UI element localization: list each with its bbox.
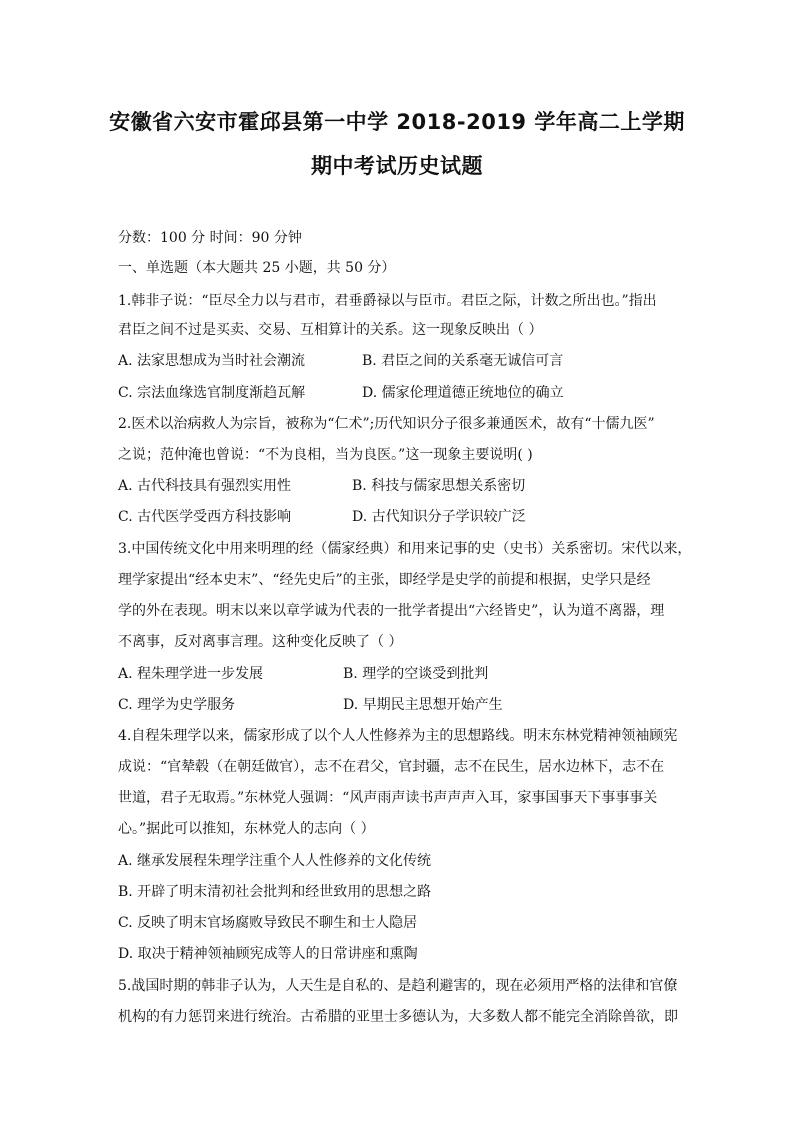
question-text-line: 之说；范仲淹也曾说：“不为良相，当为良医。”这一现象主要说明( ) <box>118 447 533 463</box>
question-text-line: 世道，君子无取焉。”东林党人强调：“风声雨声读书声声声入耳，家事国事天下事事事关 <box>118 790 658 806</box>
question-text-line: 3.中国传统文化中用来明理的经（儒家经典）和用来记事的史（史书）关系密切。宋代以来， <box>118 541 692 557</box>
question-text-line: 2.医术以治病救人为宗旨，被称为“仁术”;历代知识分子很多兼通医术，故有“十儒九医” <box>118 416 655 432</box>
option-b: B. 科技与儒家思想关系密切 <box>352 478 526 494</box>
option-d: D. 取决于精神领袖顾宪成等人的日常讲座和熏陶 <box>118 946 418 962</box>
exam-title-line-1: 安徽省六安市霍邱县第一中学 2018-2019 学年高二上学期 <box>109 110 685 134</box>
option-d: D. 早期民主思想开始产生 <box>343 697 503 713</box>
question-text-line: 5.战国时期的韩非子认为，人天生是自私的、是趋利避害的，现在必须用严格的法律和官僚 <box>118 978 678 994</box>
section-heading: 一、单选题（本大题共 25 小题，共 50 分） <box>118 260 396 276</box>
option-a: A. 古代科技具有强烈实用性 <box>118 478 292 494</box>
score-time-info: 分数：100 分 时间：90 分钟 <box>118 230 302 246</box>
option-c: C. 反映了明末官场腐败导致民不聊生和士人隐居 <box>118 915 418 931</box>
option-a: A. 法家思想成为当时社会潮流 <box>118 353 306 369</box>
question-text-line: 君臣之间不过是买卖、交易、互相算计的关系。这一现象反映出（ ） <box>118 322 543 338</box>
option-c: C. 宗法血缘选官制度渐趋瓦解 <box>118 385 306 401</box>
question-text-line: 不离事，反对离事言理。这种变化反映了（ ） <box>118 634 403 650</box>
option-a: A. 继承发展程朱理学注重个人人性修养的文化传统 <box>118 853 432 869</box>
exam-title-line-2: 期中考试历史试题 <box>311 154 483 178</box>
option-a: A. 程朱理学进一步发展 <box>118 666 264 682</box>
question-text-line: 机构的有力惩罚来进行统治。古希腊的亚里士多德认为，大多数人都不能完全消除兽欲，即 <box>118 1009 678 1025</box>
option-d: D. 古代知识分子学识较广泛 <box>352 509 526 525</box>
question-text-line: 4.自程朱理学以来，儒家形成了以个人人性修养为主的思想路线。明末东林党精神领袖顾宪 <box>118 728 678 744</box>
question-text-line: 成说：“官辇毂（在朝廷做官），志不在君父，官封疆，志不在民生，居水边林下，志不在 <box>118 759 665 775</box>
option-b: B. 开辟了明末清初社会批判和经世致用的思想之路 <box>118 884 432 900</box>
question-text-line: 1.韩非子说：“臣尽全力以与君市，君垂爵禄以与臣市。君臣之际，计数之所出也。”指出 <box>118 293 657 309</box>
option-c: C. 理学为史学服务 <box>118 697 236 713</box>
question-text-line: 心。”据此可以推知，东林党人的志向（ ） <box>118 821 375 837</box>
question-text-line: 学的外在表现。明末以来以章学诚为代表的一批学者提出“六经皆史”，认为道不离器，理 <box>118 603 665 619</box>
option-c: C. 古代医学受西方科技影响 <box>118 509 292 525</box>
option-d: D. 儒家伦理道德正统地位的确立 <box>362 385 564 401</box>
question-text-line: 理学家提出“经本史末”、“经先史后”的主张，即经学是史学的前提和根据，史学只是经 <box>118 572 651 588</box>
option-b: B. 理学的空谈受到批判 <box>343 666 489 682</box>
option-b: B. 君臣之间的关系毫无诚信可言 <box>362 353 564 369</box>
